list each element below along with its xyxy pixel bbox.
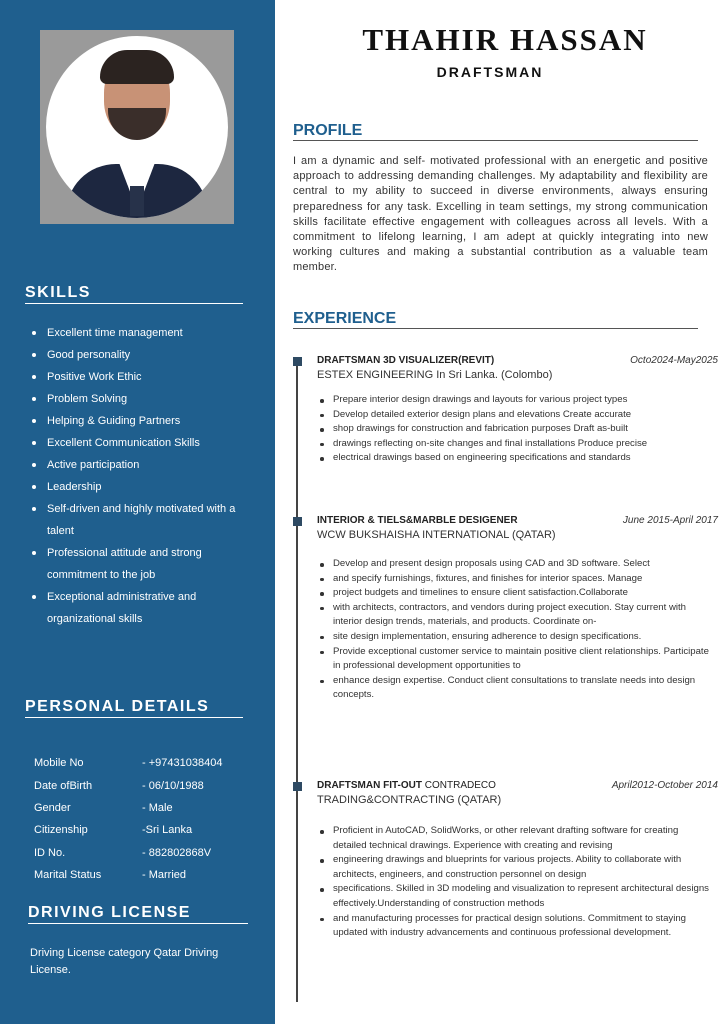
personal-label: Marital Status <box>34 869 102 882</box>
personal-value: - 06/10/1988 <box>142 779 204 792</box>
skill-item: Professional attitude and strong commitment to the job <box>32 542 262 586</box>
job-bullet: specifications. Skilled in 3D modeling and visualization to represent architectural designs effectively.Understanding of construction methods <box>333 882 713 911</box>
personal-details <box>34 752 222 886</box>
personal-label: Date ofBirth <box>34 779 93 792</box>
job-bullet: and manufacturing processes for practical design solutions. Commitment to staying updated with industry advancements and continuous professional development. <box>333 912 713 941</box>
job-bullet: shop drawings for construction and fabrication purposes Draft as-built <box>333 422 713 437</box>
skill-item: Active participation <box>32 454 262 476</box>
job-dates: April2012-October 2014 <box>611 780 718 791</box>
personal-label: Mobile No <box>34 757 84 770</box>
job-company: WCW BUKSHAISHA INTERNATIONAL (QATAR) <box>317 529 556 541</box>
job-role: INTERIOR & TIELS&MARBLE DESIGENER <box>317 515 518 526</box>
job-company: ESTEX ENGINEERING In Sri Lanka. (Colombo) <box>317 369 553 381</box>
timeline-marker-icon <box>293 357 302 366</box>
profile-heading: PROFILE <box>293 122 698 141</box>
job-role: DRAFTSMAN FIT-OUT CONTRADECO <box>317 780 496 791</box>
sidebar <box>0 0 275 1024</box>
personal-value: - +97431038404 <box>142 757 223 770</box>
job-bullet: electrical drawings based on engineering specifications and standards <box>333 451 713 466</box>
job-company: TRADING&CONTRACTING (QATAR) <box>317 794 502 806</box>
driving-license-text: Driving License category Qatar Driving License. <box>30 947 219 976</box>
profile-text: I am a dynamic and self- motivated professional with an energetic and positive approach to addressing demanding challenges. My adaptability and flexibility are central to my ability to succeed in diverse environments, always ensuring preparedness for any task. Excelling in team settings, my strong communication skills facilitate effective engagement with colleagues across all levels. With a commitment to lifelong learning, I am adept at quickly integrating into new working cultures and making a substantial contribution as a valuable team member. <box>293 155 708 274</box>
skill-item: Exceptional administrative and organizational skills <box>32 586 262 630</box>
job-bullet: Proficient in AutoCAD, SolidWorks, or other relevant drafting software for creating detailed technical drawings. Experience with creating and revising <box>333 824 713 853</box>
skill-item: Leadership <box>32 476 262 498</box>
profile-photo <box>40 30 234 224</box>
skill-item: Excellent Communication Skills <box>32 432 262 454</box>
driving-license-heading: DRIVING LICENSE <box>28 904 248 924</box>
personal-row <box>34 797 222 819</box>
experience-heading: EXPERIENCE <box>293 310 698 329</box>
job-bullet: with architects, contractors, and vendors during project execution. Stay current with interior design trends, materials, and products. Coordinate on- <box>333 601 713 630</box>
skill-item: Positive Work Ethic <box>32 366 262 388</box>
personal-row <box>34 752 222 774</box>
job-title: DRAFTSMAN <box>436 64 544 80</box>
candidate-name: THAHIR HASSAN <box>362 22 648 57</box>
skill-item: Good personality <box>32 344 262 366</box>
job-bullet: project budgets and timelines to ensure client satisfaction.Collaborate <box>333 586 713 601</box>
personal-row <box>34 842 222 864</box>
personal-row <box>34 819 222 841</box>
skills-heading: SKILLS <box>25 284 243 304</box>
job-role: DRAFTSMAN 3D VISUALIZER(REVIT) <box>317 355 495 366</box>
job-dates: June 2015-April 2017 <box>622 515 718 526</box>
personal-value: - 882802868V <box>142 846 212 859</box>
personal-label: Citizenship <box>34 824 88 837</box>
job-bullet: site design implementation, ensuring adherence to design specifications. <box>333 630 713 645</box>
timeline-marker-icon <box>293 782 302 791</box>
skill-item: Excellent time management <box>32 322 262 344</box>
job-bullet: engineering drawings and blueprints for various projects. Ability to collaborate with architects, engineers, and construction personnel on design <box>333 853 713 882</box>
skill-item: Self-driven and highly motivated with a talent <box>32 498 262 542</box>
personal-value: -Sri Lanka <box>142 824 193 837</box>
personal-value: - Married <box>142 869 187 882</box>
job-bullet: Develop detailed exterior design plans and elevations Create accurate <box>333 408 713 423</box>
job-bullets <box>333 557 713 703</box>
job-bullet: Provide exceptional customer service to maintain positive client relationships. Participate in professional development opportunities to <box>333 645 713 674</box>
job-bullet: Prepare interior design drawings and layouts for various project types <box>333 393 713 408</box>
job-bullets <box>333 824 713 941</box>
job-bullet: drawings reflecting on-site changes and final installations Produce precise <box>333 437 713 452</box>
job-bullet: and specify furnishings, fixtures, and finishes for interior spaces. Manage <box>333 572 713 587</box>
timeline-line <box>296 362 298 1002</box>
personal-label: ID No. <box>34 846 66 859</box>
skill-item: Helping & Guiding Partners <box>32 410 262 432</box>
personal-row <box>34 774 222 796</box>
job-bullets <box>333 393 713 466</box>
job-bullet: enhance design expertise. Conduct client consultations to translate needs into design concepts. <box>333 674 713 703</box>
personal-details-heading: PERSONAL DETAILS <box>25 698 243 718</box>
job-dates: Octo2024-May2025 <box>630 355 718 366</box>
skill-item: Problem Solving <box>32 388 262 410</box>
personal-value: - Male <box>142 801 173 814</box>
personal-row <box>34 864 222 886</box>
personal-label: Gender <box>34 801 71 814</box>
job-bullet: Develop and present design proposals using CAD and 3D software. Select <box>333 557 713 572</box>
skills-list <box>32 322 262 630</box>
timeline-marker-icon <box>293 517 302 526</box>
